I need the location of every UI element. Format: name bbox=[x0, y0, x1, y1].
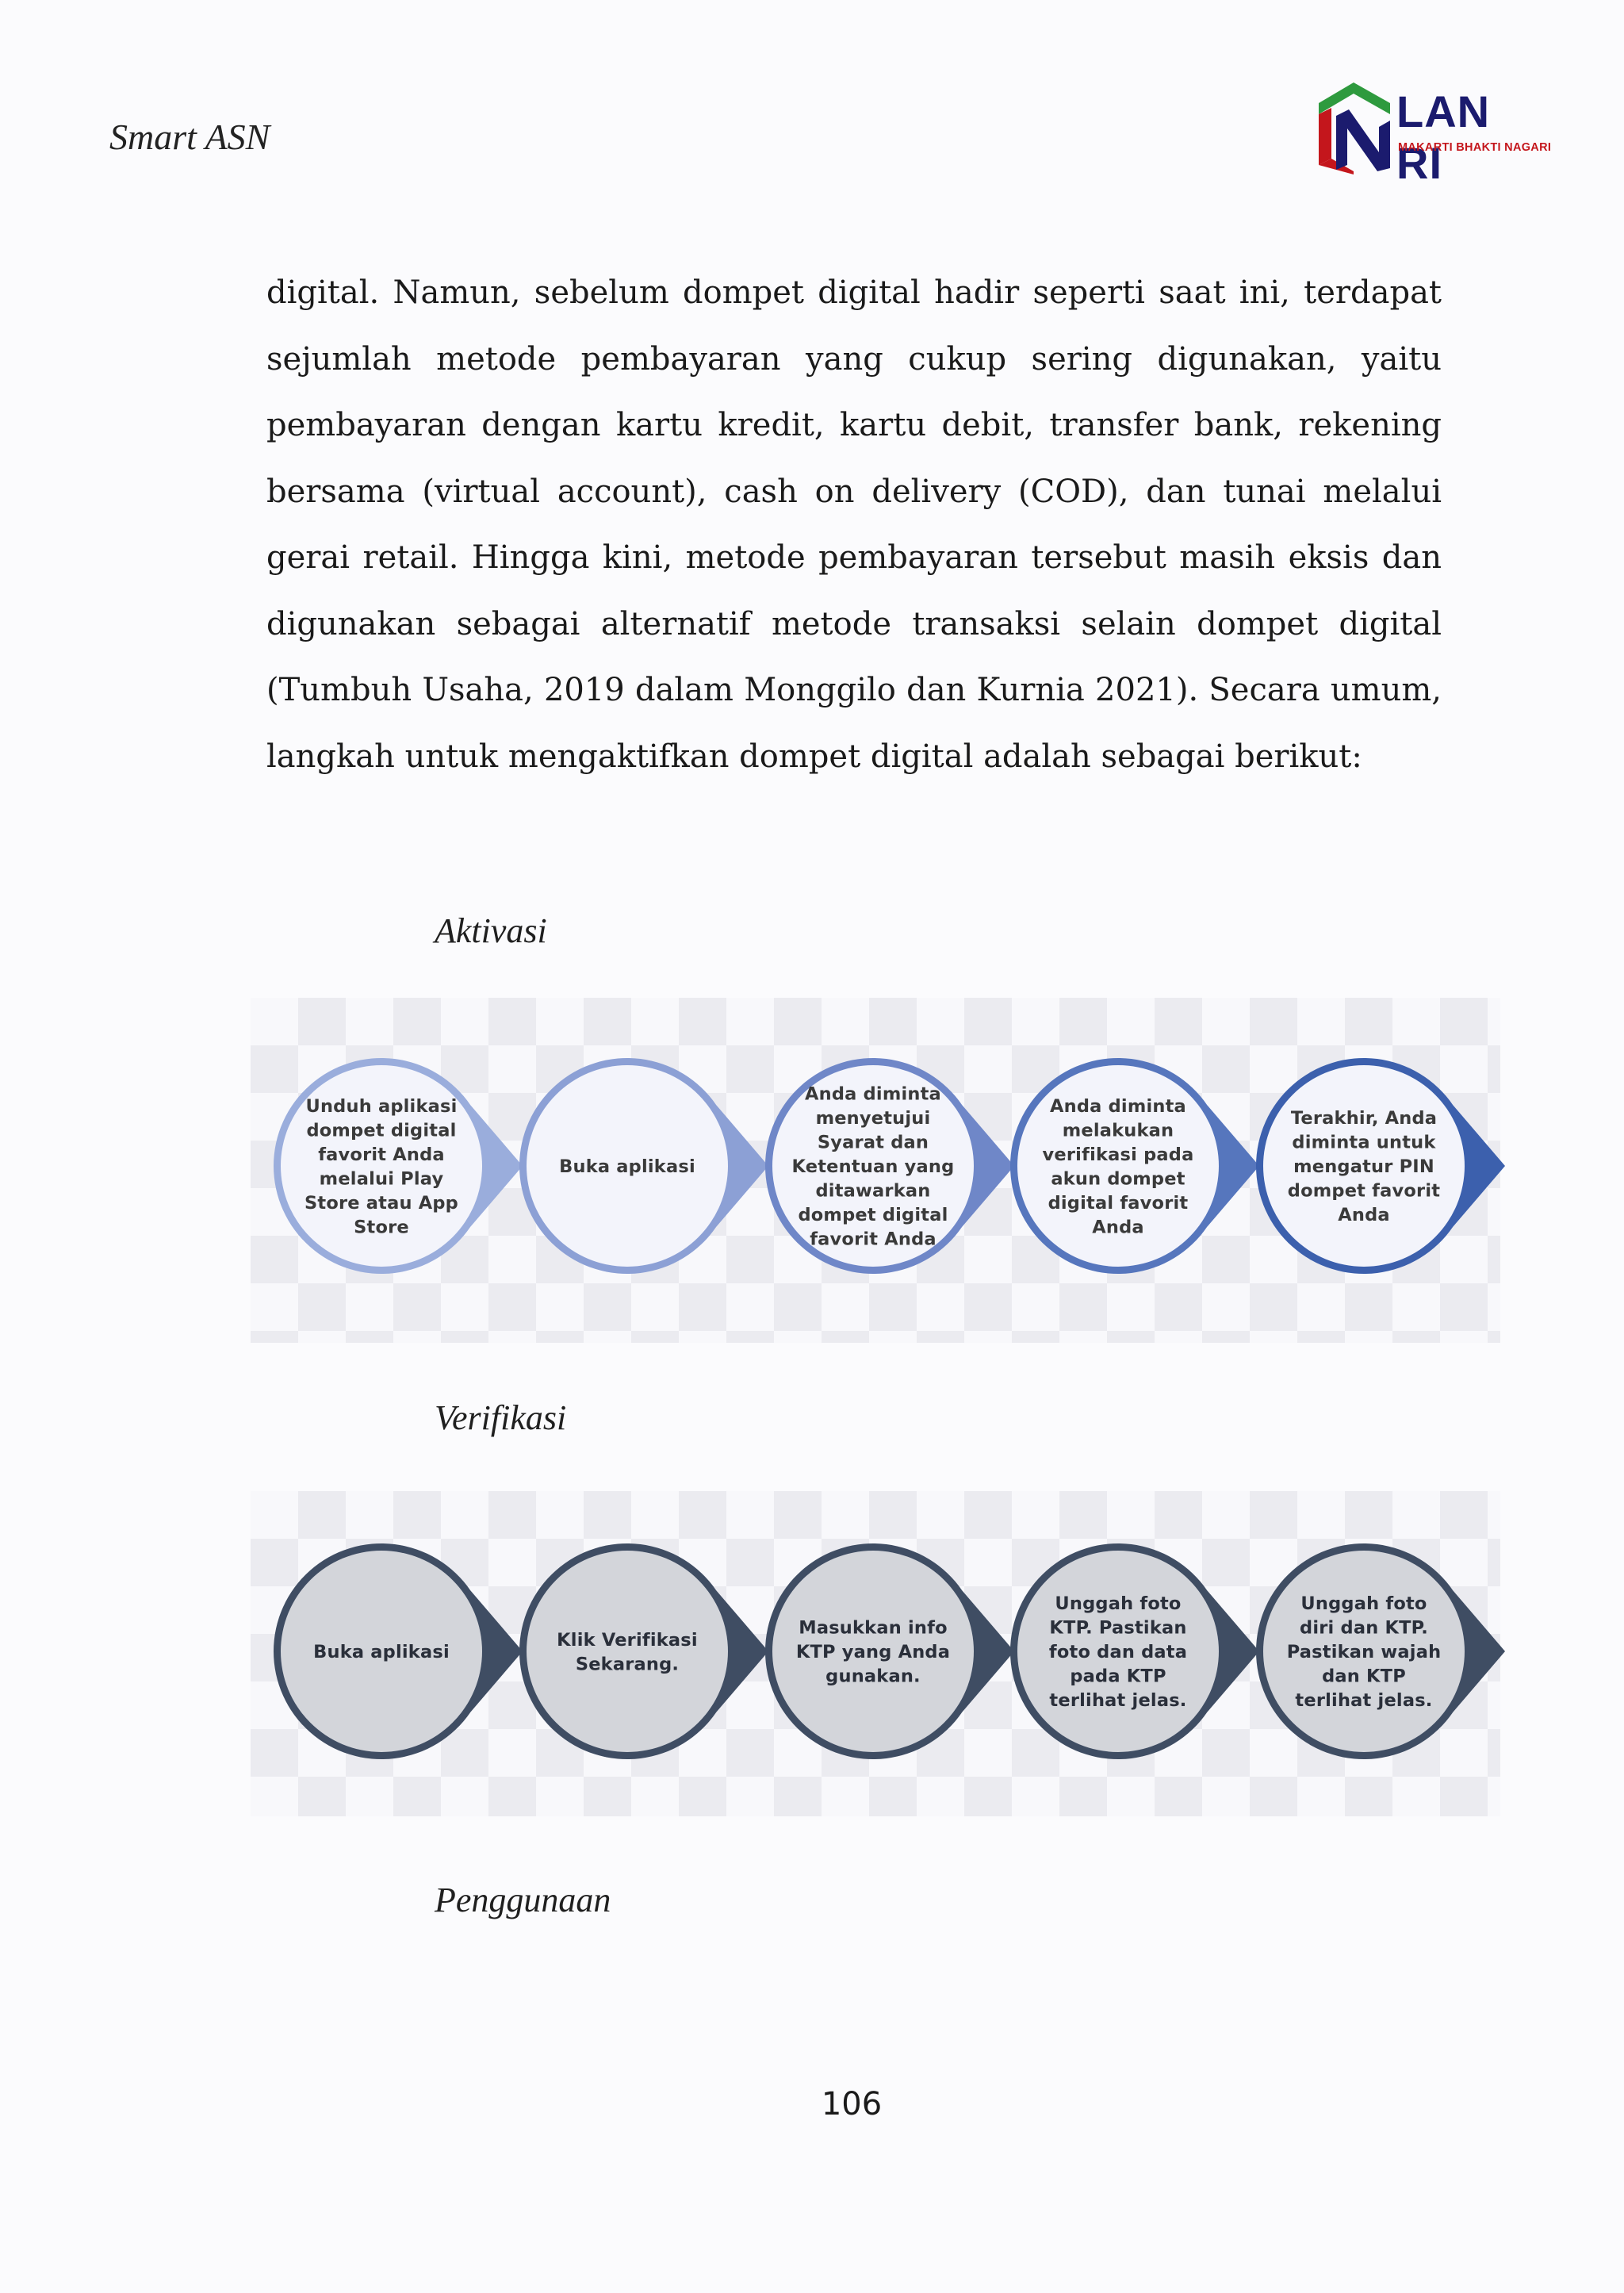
step-text: Klik Verifikasi Sekarang. bbox=[557, 1629, 698, 1675]
logo-name: LAN RI bbox=[1396, 86, 1491, 188]
aktivasi-step-4 bbox=[1010, 1058, 1259, 1274]
section-label-verifikasi: Verifikasi bbox=[435, 1398, 567, 1437]
aktivasi-step-1 bbox=[274, 1058, 523, 1274]
step-text: Unduh aplikasi dompet digital favorit Anda melalui Play Store atau App Store bbox=[304, 1095, 459, 1238]
step-text: Buka aplikasi bbox=[313, 1642, 450, 1662]
page-number: 106 bbox=[821, 2086, 883, 2122]
body-paragraph: digital. Namun, sebelum dompet digital hadir seperti saat ini, terdapat sejumlah metode pembayaran yang cukup sering digunakan, yaitu pembayaran dengan kartu kredit, kartu debit, transfer bank, rekening bersama (virtual account), cash on delivery (COD), dan tunai melalui gerai retail. Hingga kini, metode pembayaran tersebut masih eksis dan digunakan sebagai alternatif metode transaksi selain dompet digital (Tumbuh Usaha, 2019 dalam Monggilo dan Kurnia 2021). Secara umum, langkah untuk mengaktifkan dompet digital adalah sebagai berikut: bbox=[266, 274, 1442, 775]
verifikasi-step-1 bbox=[274, 1543, 523, 1759]
step-text: Masukkan info KTP yang Anda gunakan. bbox=[795, 1617, 951, 1687]
section-label-penggunaan: Penggunaan bbox=[435, 1881, 611, 1919]
step-text: Unggah foto diri dan KTP. Pastikan wajah dan KTP terlihat jelas. bbox=[1286, 1593, 1442, 1711]
step-text: Buka aplikasi bbox=[559, 1156, 695, 1177]
flow-aktivasi bbox=[251, 998, 1500, 1343]
verifikasi-flow-diagram bbox=[251, 1491, 1500, 1816]
step-text: Terakhir, Anda diminta untuk mengatur PIN dompet favorit Anda bbox=[1287, 1108, 1441, 1225]
verifikasi-step-3 bbox=[765, 1543, 1014, 1759]
lan-ri-logo bbox=[1312, 79, 1552, 188]
step-text: Anda diminta menyetujui Syarat dan Ketentuan yang ditawarkan dompet digital favorit Anda bbox=[791, 1083, 955, 1250]
running-head: Smart ASN bbox=[109, 117, 270, 157]
lan-ri-emblem-icon bbox=[1312, 79, 1400, 174]
aktivasi-step-2 bbox=[519, 1058, 768, 1274]
verifikasi-step-4 bbox=[1010, 1543, 1259, 1759]
step-text: Unggah foto KTP. Pastikan foto dan data pada KTP terlihat jelas. bbox=[1048, 1593, 1188, 1711]
step-text: Anda diminta melakukan verifikasi pada akun dompet digital favorit Anda bbox=[1042, 1095, 1194, 1238]
logo-tagline: MAKARTI BHAKTI NAGARI bbox=[1398, 141, 1552, 154]
aktivasi-flow-diagram bbox=[251, 998, 1500, 1343]
verifikasi-step-2 bbox=[519, 1543, 768, 1759]
verifikasi-step-5 bbox=[1256, 1543, 1505, 1759]
aktivasi-step-5 bbox=[1256, 1058, 1505, 1274]
section-label-aktivasi: Aktivasi bbox=[435, 911, 547, 950]
flow-verifikasi bbox=[251, 1491, 1500, 1816]
aktivasi-step-3 bbox=[765, 1058, 1014, 1274]
